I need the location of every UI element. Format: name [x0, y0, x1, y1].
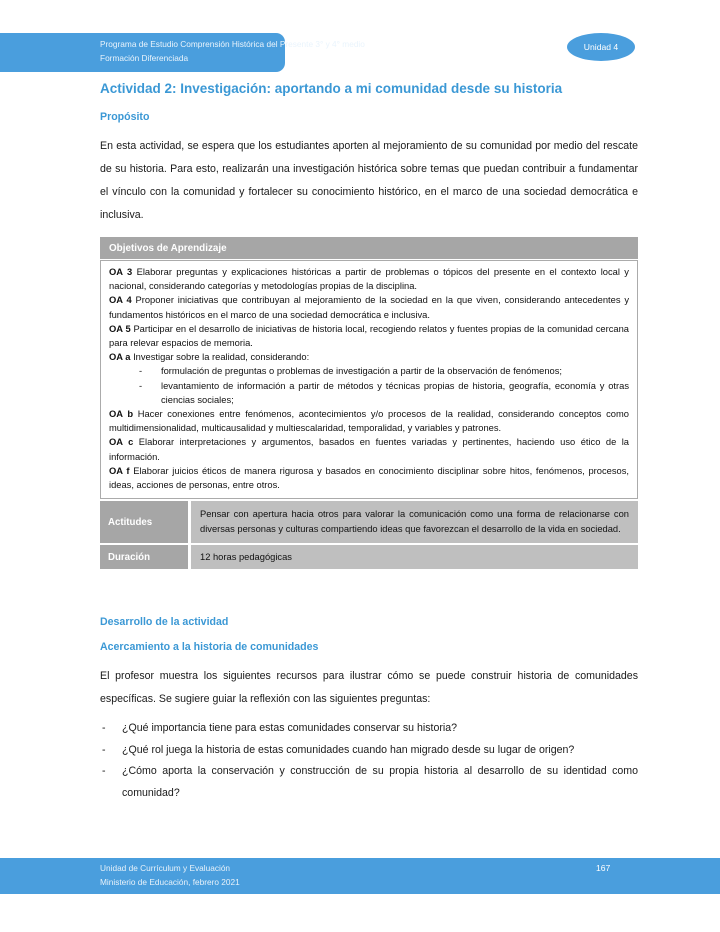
- dash-bullet: -: [102, 765, 106, 778]
- duracion-content: 12 horas pedagógicas: [191, 545, 638, 569]
- header-text-block: [100, 38, 365, 65]
- oa-code: OA a: [109, 352, 131, 363]
- header-banner: [0, 33, 365, 72]
- question-text: ¿Qué rol juega la historia de estas comunidades cuando han migrado desde su lugar de origen?: [122, 743, 575, 756]
- dash-bullet: -: [102, 743, 106, 756]
- page-content: [100, 80, 638, 804]
- dash-bullet: -: [139, 380, 143, 391]
- oa-text: Participar en el desarrollo de iniciativas de historia local, recogiendo relatos y fuentes propias de la comunidad cercana para relevar espacios de memoria.: [109, 323, 629, 349]
- oa-text: Elaborar preguntas y explicaciones históricas a partir de problemas o tópicos del presente en el contexto local y nacional, considerando categorías y metodologías propias de la disciplina.: [109, 267, 629, 292]
- oa-subitem: [109, 379, 629, 407]
- oa-text: Proponer iniciativas que contribuyan al mejoramiento de la sociedad en la que viven, considerando antecedentes y fundamentos históricos en el marco de una sociedad democrática e inclusiva.: [109, 295, 629, 320]
- desarrollo-heading: Desarrollo de la actividad: [100, 616, 229, 629]
- oa-item: [109, 435, 629, 463]
- questions-list: [100, 718, 638, 804]
- oa-item: [109, 265, 629, 293]
- actitudes-content: Pensar con apertura hacia otros para valorar la comunicación como una forma de relacionarse con diversas personas y culturas compartiendo ideas que favorezcan el desarrollo de la vida en sociedad.: [191, 501, 638, 543]
- duracion-row: [100, 545, 638, 569]
- oa-text: Hacer conexiones entre fenómenos, acontecimientos y/o procesos de la realidad, considerando conceptos como multidimensionalidad, multicausalidad y multiescalaridad, temporalidad, y variables y patrones.: [109, 409, 629, 434]
- oa-code: OA 3: [109, 267, 133, 277]
- objectives-table: [100, 237, 638, 569]
- question-item: [100, 718, 638, 740]
- oa-code: OA b: [109, 409, 134, 420]
- activity-title: Actividad 2: Investigación: aportando a mi comunidad desde su historia: [100, 81, 563, 96]
- objectives-table-header: Objetivos de Aprendizaje: [100, 237, 638, 259]
- oa-text: Elaborar juicios éticos de manera rigurosa y basados en conocimiento disciplinar sobre hitos, fenómenos, procesos, ideas, acciones de personas, entre otros.: [109, 465, 629, 491]
- oa-text: Elaborar interpretaciones y argumentos, basados en fuentes variadas y pertinentes, haciendo uso ético de la información.: [109, 437, 629, 462]
- oa-item: [109, 350, 629, 364]
- desarrollo-intro: El profesor muestra los siguientes recursos para ilustrar cómo se puede construir historia de comunidades específicas. Se sugiere guiar la reflexión con las siguientes preguntas:: [100, 670, 638, 706]
- oa-code: OA c: [109, 437, 134, 448]
- actitudes-row: [100, 501, 638, 543]
- oa-code: OA 5: [109, 323, 131, 334]
- dash-bullet: -: [102, 722, 106, 735]
- oa-item: [109, 464, 629, 492]
- footer-banner: [0, 858, 720, 894]
- oa-code: OA f: [109, 465, 130, 476]
- footer-ministry: Ministerio de Educación, febrero 2021: [100, 876, 240, 887]
- proposito-paragraph: En esta actividad, se espera que los estudiantes aporten al mejoramiento de su comunidad por medio del rescate de su historia. Para esto, realizarán una investigación histórica sobre temas que puedan contribuir a fundamentar el vínculo con la comunidad y fortalecer su conocimiento histórico, en el marco de una sociedad democrática e inclusiva.: [100, 140, 638, 221]
- oa-code: OA 4: [109, 295, 132, 306]
- header-program-subtitle: Formación Diferenciada: [100, 52, 189, 63]
- proposito-heading: Propósito: [100, 111, 150, 123]
- header-program-title: Programa de Estudio Comprensión Histórica del Presente 3° y 4° medio: [100, 39, 365, 49]
- oa-item: [109, 322, 629, 350]
- question-text: ¿Cómo aporta la conservación y construcción de su propia historia al desarrollo de su identidad como comunidad?: [122, 765, 638, 799]
- question-text: ¿Qué importancia tiene para estas comunidades conservar su historia?: [122, 722, 458, 735]
- unit-badge: Unidad 4: [567, 33, 635, 61]
- objectives-cell: [100, 260, 638, 499]
- actitudes-label: Actitudes: [100, 501, 188, 543]
- oa-subitem-text: levantamiento de información a partir de métodos y técnicas propias de historia, geografía, economía y otras ciencias sociales;: [161, 380, 629, 405]
- oa-subitem-text: formulación de preguntas o problemas de investigación a partir de la observación de fenómenos;: [161, 366, 562, 377]
- oa-text: Investigar sobre la realidad, considerando:: [133, 352, 310, 363]
- footer-text-block: [100, 862, 240, 889]
- oa-subitem: [109, 364, 629, 378]
- question-item: [100, 761, 638, 804]
- oa-item: [109, 407, 629, 435]
- oa-item: [109, 293, 629, 321]
- acercamiento-heading: Acercamiento a la historia de comunidades: [100, 641, 319, 654]
- duracion-label: Duración: [100, 545, 188, 569]
- dash-bullet: -: [139, 366, 143, 377]
- footer-unit: Unidad de Currículum y Evaluación: [100, 863, 231, 873]
- question-item: [100, 740, 638, 762]
- page-number: 167: [596, 863, 611, 873]
